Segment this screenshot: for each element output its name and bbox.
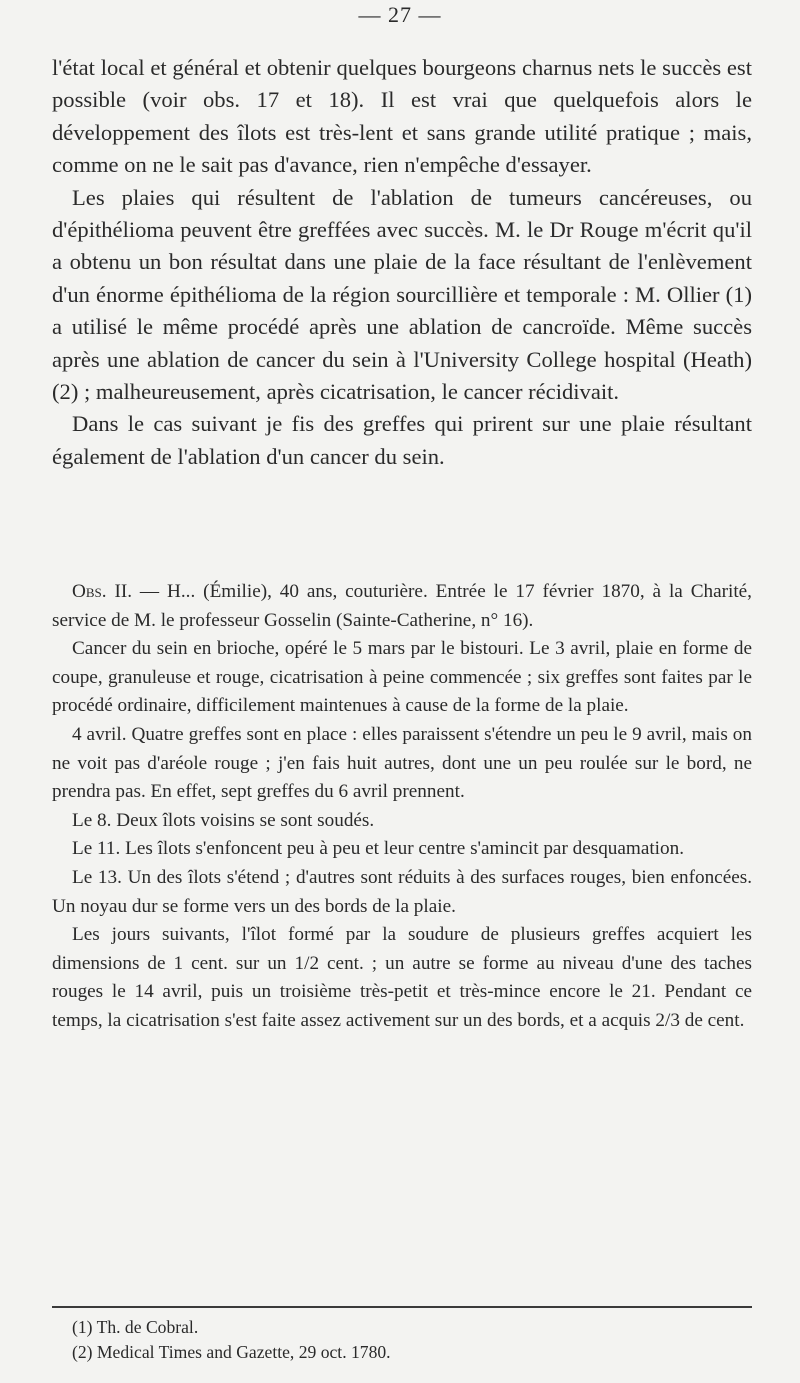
main-text [52,52,752,473]
paragraph-cancer-wounds: Les plaies qui résultent de l'ablation de tumeurs cancéreuses, ou d'épithélioma peuvent être greffées avec succès. M. le Dr Rouge m'écrit qu'il a obtenu un bon résultat dans une plaie de la face résultant de l'enlèvement d'un énorme épithélioma de la région sourcillière et temporale : M. Ollier (1) a utilisé le même procédé après une ablation de cancroïde. Même succès après une ablation de cancer du sein à l'University College hospital (Heath) (2) ; malheureusement, après cicatrisation, le cancer récidivait. [52,184,752,405]
observation-paragraph: Le 8. Deux îlots voisins se sont soudés. [72,809,375,831]
footnote: (1) Th. de Cobral. [72,1317,199,1337]
page-number: — 27 — [358,2,442,27]
observation-patient: H... (Émilie), 40 ans, couturière. Entrée le 17 février 1870, à la Charité, service de M. le professeur Gosselin (Sainte-Catherine, n° 16). [52,581,752,631]
paragraph-continuation: l'état local et général et obtenir quelques bourgeons charnus nets le succès est possible (voir obs. 17 et 18). Il est vrai que quelquefois alors le développement des îlots est très-lent et sans grande utilité pratique ; mais, comme on ne le sait pas d'avance, rien n'empêche d'essayer. [52,55,752,178]
observation-paragraph: Les jours suivants, l'îlot formé par la soudure de plusieurs greffes acquiert les dimensions de 1 cent. sur un 1/2 cent. ; un autre se forme au niveau d'une des taches rouges le 14 avril, puis un troisième très-petit et très-mince encore le 21. Pendant ce temps, la cicatrisation s'est faite assez activement sur un des bords, et a acquis 2/3 de cent. [52,924,752,1031]
observation-paragraph: Le 13. Un des îlots s'étend ; d'autres sont réduits à des surfaces rouges, bien enfoncées. Un noyau dur se forme vers un des bords de la plaie. [52,866,752,917]
observation-block [52,578,752,1036]
footnotes [52,1315,752,1365]
observation-label: Obs. II. — [72,581,160,602]
observation-paragraph: 4 avril. Quatre greffes sont en place : elles paraissent s'étendre un peu le 9 avril, mais on ne voit pas d'aréole rouge ; j'en fais huit autres, dont une un peu roulée sur le bord, ne prendra pas. En effet, sept greffes du 6 avril prennent. [52,723,752,803]
footnote-divider [52,1306,752,1308]
footnote: (2) Medical Times and Gazette, 29 oct. 1780. [72,1342,391,1362]
observation-heading [52,578,752,635]
paragraph-case-intro: Dans le cas suivant je fis des greffes qui prirent sur une plaie résultant également de l'ablation d'un cancer du sein. [52,411,752,469]
observation-paragraph: Cancer du sein en brioche, opéré le 5 mars par le bistouri. Le 3 avril, plaie en forme de coupe, granuleuse et rouge, cicatrisation à peine commencée ; six greffes sont faites par le procédé ordinaire, difficilement maintenues à cause de la forme de la plaie. [52,638,752,717]
observation-paragraph: Le 11. Les îlots s'enfoncent peu à peu et leur centre s'amincit par desquamation. [72,838,684,860]
